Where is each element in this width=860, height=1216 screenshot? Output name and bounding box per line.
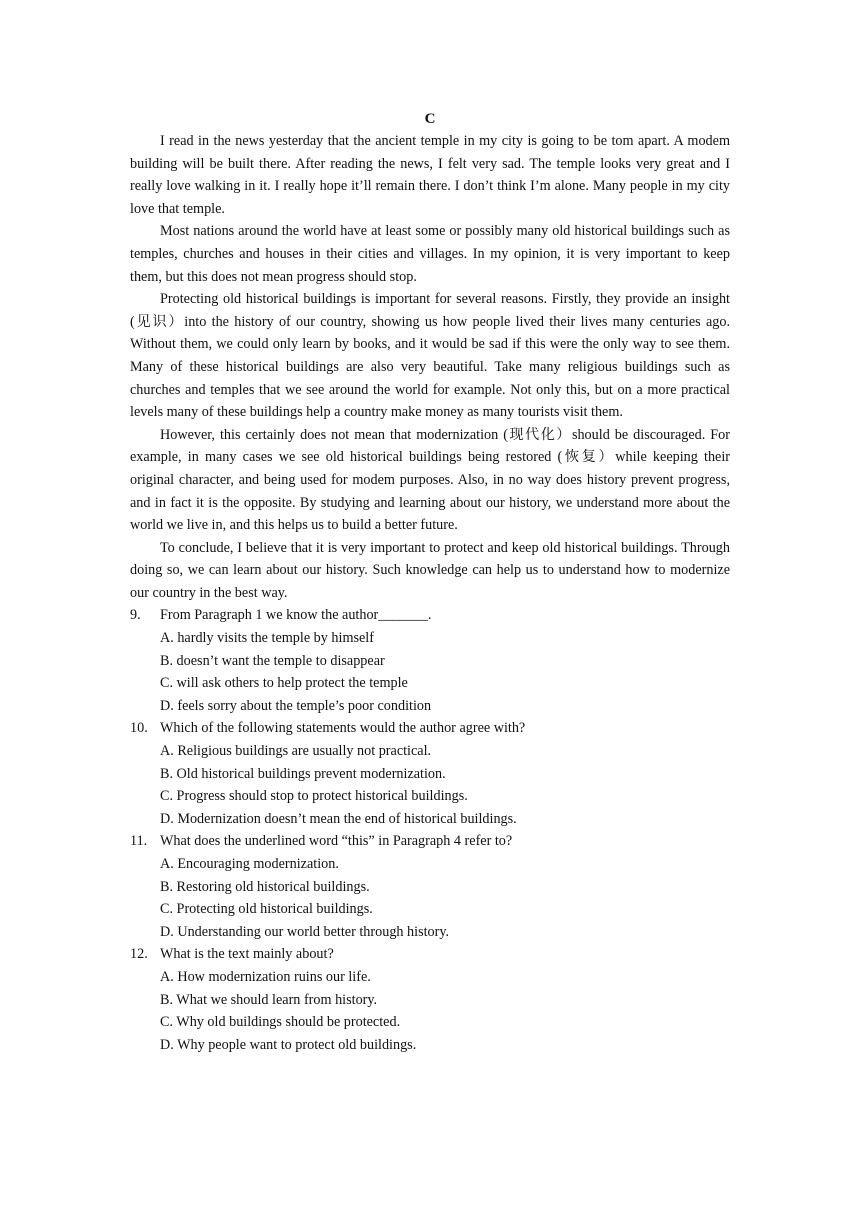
question-10 [130,717,730,830]
question-text: What does the underlined word “this” in Paragraph 4 refer to? [160,833,513,850]
document-page [130,108,730,1056]
paragraph-4: However, this certainly does not mean that modernization (现代化）should be discouraged. For example, in many cases we see old historical buildings being restored (恢复）while keeping their original character, and being used for modem purposes. Also, in no way does history prevent progress, and in fact it is the opposite. By studying and learning about our history, we understand more about the world we live in, and this helps us to build a better future. [130,426,730,534]
option-c: C. Why old buildings should be protected. [160,1014,401,1031]
option-c: C. Protecting old historical buildings. [160,901,373,918]
questions-section [130,604,730,1056]
paragraph-1: I read in the news yesterday that the ancient temple in my city is going to be tom apart. A modem building will be built there. After reading the news, I felt very sad. The temple looks very great and I really love walking in it. I really hope it’ll remain there. I don’t think I’m alone. Many people in my city love that temple. [130,133,730,217]
question-number: 12. [130,946,148,963]
question-number: 10. [130,720,148,737]
paragraph-5: To conclude, I believe that it is very important to protect and keep old historical buildings. Through doing so, we can learn about our history. Such knowledge can help us to understand how to modernize our country in the best way. [130,539,730,601]
question-11 [130,830,730,943]
option-c: C. Progress should stop to protect historical buildings. [160,788,468,805]
question-stem [130,604,730,627]
question-number: 11. [130,833,148,850]
option-a: A. Encouraging modernization. [160,856,339,872]
question-text: Which of the following statements would the author agree with? [160,720,526,737]
question-9 [130,604,730,717]
option-c: C. will ask others to help protect the temple [160,675,408,692]
option-a: A. How modernization ruins our life. [160,968,371,985]
passage-title: C [424,111,436,127]
paragraph-3: Protecting old historical buildings is important for several reasons. Firstly, they provide an insight (见识）into the history of our country, showing us how people lived their lives many centuries ago. Without them, we could only learn by books, and it would be sad if this were the only way to see them. Many of these historical buildings are also very beautiful. Take many religious buildings such as churches and temples that we see around the world for example. Not only this, but on a more practical levels many of these buildings help a country make money as many tourists visit them. [130,291,730,421]
question-stem [130,830,730,853]
option-list [130,966,730,1056]
option-d: D. feels sorry about the temple’s poor condition [160,697,432,714]
option-d: D. Modernization doesn’t mean the end of historical buildings. [160,810,517,827]
question-stem [130,943,730,966]
option-b: B. What we should learn from history. [160,991,378,1008]
option-d: D. Understanding our world better through history. [160,923,450,940]
option-a: A. Religious buildings are usually not practical. [160,743,432,760]
option-d: D. Why people want to protect old buildings. [160,1036,417,1053]
paragraph-2: Most nations around the world have at least some or possibly many old historical buildings such as temples, churches and houses in their cities and villages. In my opinion, it is very important to keep them, but this does not mean progress should stop. [130,223,730,285]
option-a: A. hardly visits the temple by himself [160,630,374,647]
option-list [130,740,730,830]
option-list [130,627,730,717]
option-list [130,853,730,943]
option-b: B. doesn’t want the temple to disappear [160,652,385,669]
question-number: 9. [130,607,141,624]
question-text: From Paragraph 1 we know the author_______. [160,607,432,624]
passage-body [130,130,730,604]
question-text: What is the text mainly about? [160,946,334,963]
option-b: B. Old historical buildings prevent modernization. [160,765,446,782]
question-12 [130,943,730,1056]
question-stem [130,717,730,740]
option-b: B. Restoring old historical buildings. [160,878,370,895]
